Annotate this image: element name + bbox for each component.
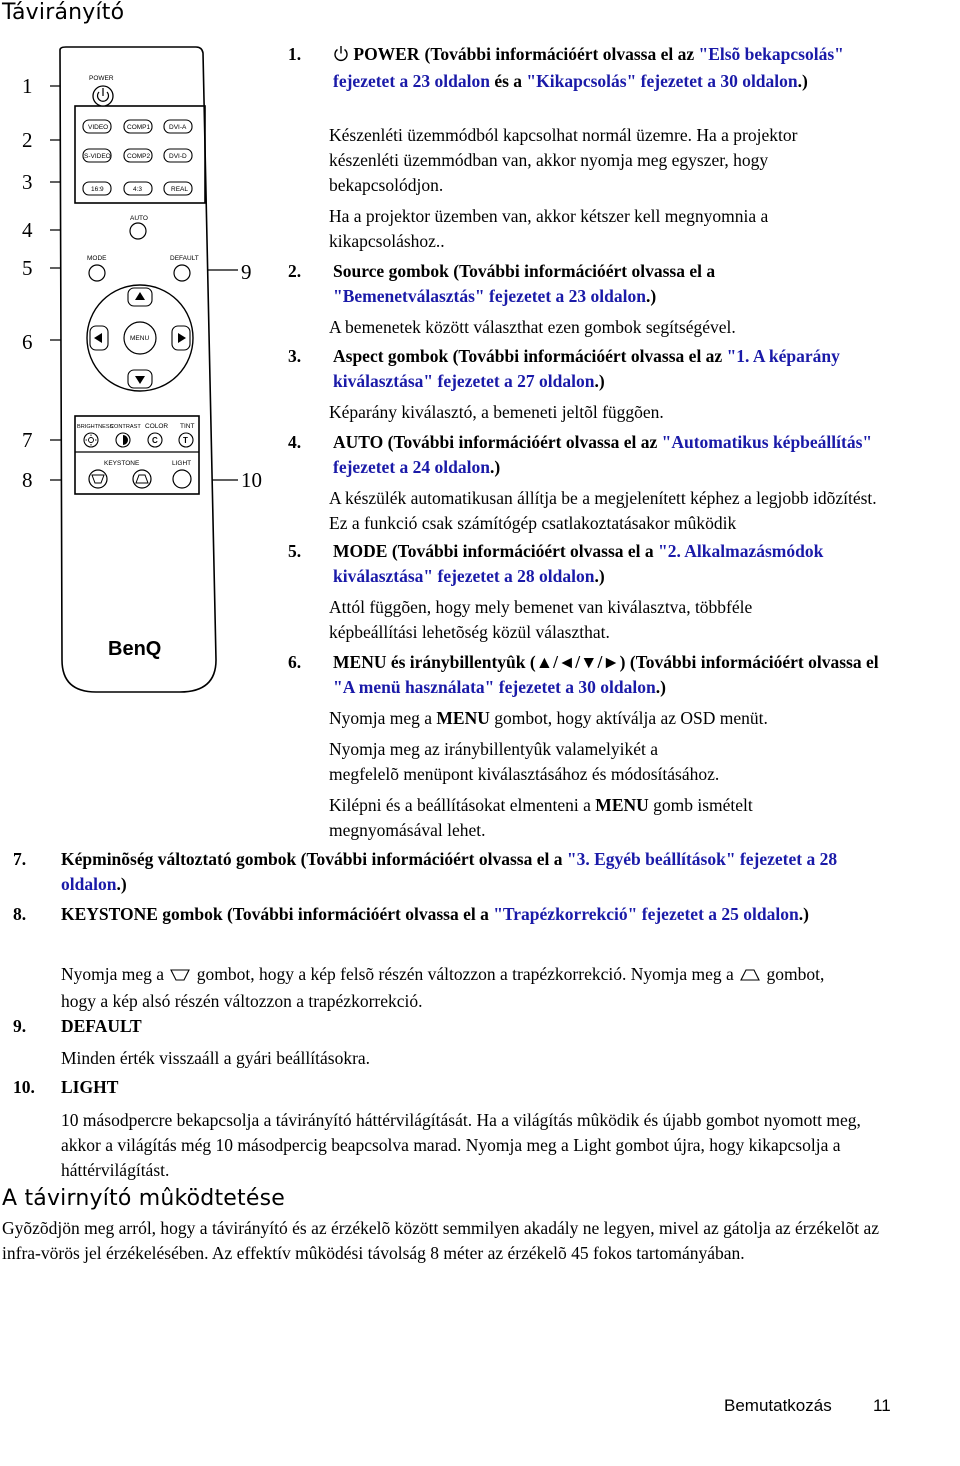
remote-contrast-label: CONTRAST	[110, 424, 141, 430]
remote-video-label: VIDEO	[88, 124, 109, 131]
item-10-desc: 10 másodpercre bekapcsolja a távirányító háttérvilágítását. Ha a világítás mûködik és újabb gombot nyomott meg, akkor a világítás még 10 másodpercig beapcsolva marad. Nyomja meg a Light gombot újra, hogy kikapcsolja a háttérvilágítást.	[61, 1110, 861, 1180]
remote-auto-label: AUTO	[130, 215, 148, 222]
callout-4: 4	[22, 218, 33, 242]
arrow-right-icon: ►	[602, 652, 620, 672]
remote-keystone-label: KEYSTONE	[104, 460, 140, 467]
item-6-desc-3: Kilépni és a beállításokat elmenteni a MENU gomb ismételt megnyomásával lehet.	[329, 795, 753, 840]
remote-mode-button	[89, 265, 105, 281]
callout-8: 8	[22, 468, 33, 492]
remote-keystone-up-button	[89, 470, 107, 488]
item-5-heading: 5. MODE (További információért olvassa el a "2. Alkalmazásmódok kiválasztása" fejezetet a 28 oldalon.)	[288, 541, 824, 586]
item-1-desc-1: Készenléti üzemmódból kapcsolhat normál üzemre. Ha a projektor készenléti üzemmódban van, akkor nyomja meg egyszer, hogy bekapcsolódjon.	[329, 125, 798, 195]
keystone-bottom-icon	[738, 964, 762, 989]
remote-power-label: POWER	[89, 75, 114, 82]
remote-comp2-label: COMP2	[127, 153, 151, 160]
item-10-heading: 10. LIGHT	[13, 1077, 119, 1097]
footer-page-number: 11	[873, 1396, 891, 1415]
item-4-desc: A készülék automatikusan állítja be a megjelenített képhez a legjobb idõzítést. Ez a funkció csak számítógép csatlakoztatásakor mûködik	[329, 488, 877, 533]
remote-tint-label: TINT	[180, 423, 195, 430]
callout-6: 6	[22, 330, 33, 354]
item-8-heading: 8. KEYSTONE gombok (További információért olvassa el a "Trapézkorrekció" fejezetet a 25 oldalon.)	[13, 904, 809, 924]
item-2-desc: A bemenetek között választhat ezen gombok segítségével.	[329, 317, 736, 337]
remote-default-label: DEFAULT	[170, 255, 199, 262]
callout-7: 7	[22, 428, 33, 452]
item-1-heading: 1. POWER (További információért olvassa el az "Elsõ bekapcsolás" fejezetet a 23 oldalon és a "Kikapcsolás" fejezetet a 30 oldalon.)	[288, 44, 844, 91]
section-title-operation: A távirnyító mûködtetése	[2, 1186, 285, 1211]
item-9-heading: 9. DEFAULT	[13, 1016, 142, 1036]
arrow-down-icon: ▼	[580, 652, 598, 672]
item-6-desc-2: Nyomja meg az iránybillentyûk valamelyikét a megfelelõ menüpont kiválasztásához és módosításához.	[329, 739, 720, 784]
callout-2: 2	[22, 128, 33, 152]
remote-keystone-down-button	[133, 470, 151, 488]
remote-brightness-label: BRIGHTNESS	[77, 424, 114, 430]
remote-svideo-label: S-VIDEO	[84, 153, 111, 160]
remote-default-button	[174, 265, 190, 281]
arrow-up-icon: ▲	[535, 652, 554, 672]
remote-dvia-label: DVI-A	[169, 124, 187, 131]
link-kikapcsolas[interactable]: "Kikapcsolás" fejezetet a 30 oldalon	[526, 71, 798, 91]
callout-10: 10	[241, 468, 262, 492]
remote-color-label: COLOR	[145, 423, 169, 430]
callout-3: 3	[22, 170, 33, 194]
remote-mode-label: MODE	[87, 255, 107, 262]
footer-section-name: Bemutatkozás	[724, 1396, 832, 1415]
link-menu-hasznalata[interactable]: "A menü használata" fejezetet a 30 oldalon	[333, 677, 656, 697]
item-7-heading: 7. Képminõség változtató gombok (További információért olvassa el a "3. Egyéb beállítások" fejezetet a 28 oldalon.)	[13, 849, 838, 894]
link-bemenetvalasztas[interactable]: "Bemenetválasztás" fejezetet a 23 oldalon	[333, 286, 646, 306]
remote-menu-label: MENU	[130, 335, 150, 342]
remote-dvid-label: DVI-D	[169, 153, 187, 160]
callout-9: 9	[241, 260, 252, 284]
remote-16-9-label: 16:9	[91, 186, 104, 193]
remote-brand-logo: BenQ	[108, 638, 162, 660]
item-8-desc: Nyomja meg a gombot, hogy a kép felsõ részén változzon a trapézkorrekció. Nyomja meg a gombot, hogy a kép alsó részén változzon a trapézkorrekció.	[61, 964, 825, 1011]
remote-color-button: C	[152, 436, 158, 445]
item-3-desc: Képarány kiválasztó, a bemeneti jeltõl függõen.	[329, 402, 664, 422]
arrow-left-icon: ◄	[557, 652, 576, 672]
callout-1: 1	[22, 74, 33, 98]
remote-comp1-label: COMP1	[127, 124, 151, 131]
item-6-heading: 6. MENU és iránybillentyûk (▲/◄/▼/►) (További információért olvassa el "A menü használata" fejezetet a 30 oldalon.)	[288, 652, 879, 697]
remote-tint-button: T	[183, 436, 188, 445]
item-5-desc: Attól függõen, hogy mely bemenet van kiválasztva, többféle képbeállítási lehetõség közül választhat.	[329, 597, 753, 642]
link-egyeb-beallitasok[interactable]: "3. Egyéb beállítások" fejezetet a 28 oldalon	[61, 849, 838, 894]
link-trapezkorrekcio[interactable]: "Trapézkorrekció" fejezetet a 25 oldalon	[493, 904, 799, 924]
link-elso-bekapcsolas[interactable]: "Elsõ bekapcsolás" fejezetet a 23 oldalon	[333, 44, 844, 91]
item-2-heading: 2. Source gombok (További információért olvassa el a "Bemenetválasztás" fejezetet a 23 oldalon.)	[288, 261, 716, 306]
item-4-heading: 4. AUTO (További információért olvassa el az "Automatikus képbeállítás" fejezetet a 24 oldalon.)	[288, 432, 873, 477]
keystone-top-icon	[168, 964, 192, 989]
link-alkalmazasmodok[interactable]: "2. Alkalmazásmódok kiválasztása" fejezetet a 28 oldalon	[333, 541, 824, 586]
remote-light-label: LIGHT	[172, 460, 192, 467]
link-keparany[interactable]: "1. A képarány kiválasztása" fejezetet a 27 oldalon	[333, 346, 840, 391]
callout-5: 5	[22, 256, 33, 280]
remote-auto-button	[130, 223, 146, 239]
remote-4-3-label: 4:3	[133, 186, 143, 193]
power-icon	[333, 44, 349, 69]
section-operation-text: Gyõzõdjön meg arról, hogy a távirányító és az érzékelõ között semmilyen akadály ne legyen, mivel az gátolja az érzékelõt az infra-vörös jel érzékelésében. Az effektív mûködési távolság 8 méter az érzékelõ 45 fokos tartományában.	[2, 1218, 880, 1263]
page-title: Távirányító	[2, 0, 125, 25]
remote-light-button	[173, 470, 191, 488]
item-1-desc-2: Ha a projektor üzemben van, akkor kétszer kell megnyomnia a kikapcsoláshoz..	[329, 206, 769, 251]
item-3-heading: 3. Aspect gombok (További információért olvassa el az "1. A képarány kiválasztása" fejezetet a 27 oldalon.)	[288, 346, 840, 391]
item-6-desc-1: Nyomja meg a MENU gombot, hogy aktíválja az OSD menüt.	[329, 708, 768, 728]
link-automatikus-kepbeallitas[interactable]: "Automatikus képbeállítás" fejezetet a 24 oldalon	[333, 432, 873, 477]
remote-control-illustration	[0, 40, 260, 710]
item-9-desc: Minden érték visszaáll a gyári beállításokra.	[61, 1048, 371, 1068]
remote-real-label: REAL	[171, 186, 188, 193]
